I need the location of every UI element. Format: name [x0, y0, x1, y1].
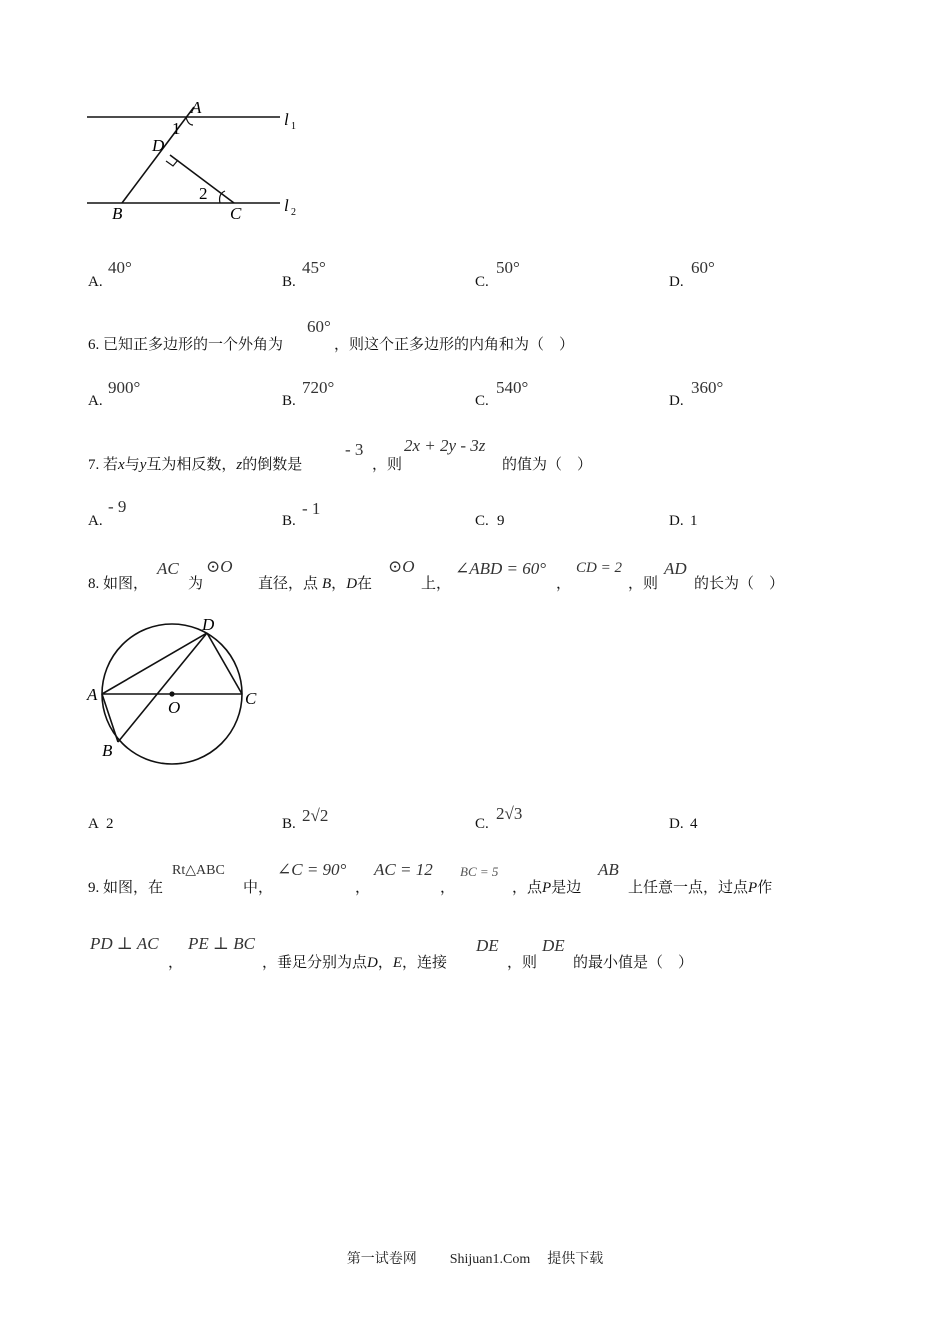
chord-ab — [102, 694, 118, 742]
footer-site-cn: 第一试卷网 — [346, 1252, 417, 1267]
q7-text-3: 互为相反数， — [146, 457, 237, 473]
q5-option-b-value: 45° — [302, 258, 326, 277]
label-l2: l — [284, 196, 289, 215]
q7-option-c-value: 9 — [497, 513, 505, 529]
q9-comma-4: ， — [377, 955, 393, 971]
q8-text-5: 上， — [421, 576, 452, 592]
q8-point-d: D — [346, 576, 358, 592]
q9-rt-abc: Rt△ABC — [172, 863, 225, 878]
figure-parallel-lines — [80, 95, 310, 230]
q7-option-b-label: B. — [282, 513, 296, 529]
q7-expression: 2x + 2y - 3z — [404, 436, 486, 455]
label-C: C — [230, 204, 242, 223]
q5-option-a-label: A. — [88, 274, 103, 290]
q9-text-4: 是边 — [551, 880, 582, 896]
label-A: A — [191, 98, 202, 117]
q7-var-x: x — [118, 457, 125, 473]
q9-text-6: 作 — [757, 880, 773, 896]
chord-bd — [118, 633, 207, 742]
q7-text-5: ，则 — [372, 457, 403, 473]
angle1-arc — [186, 117, 193, 125]
q9-text-8: ，连接 — [402, 955, 448, 971]
q7-var-y: y — [139, 457, 147, 473]
q5-option-a-value: 40° — [108, 258, 132, 277]
chord-dc — [207, 633, 242, 694]
label-l1-sub: 1 — [291, 121, 296, 132]
q9-comma-3: ， — [168, 955, 184, 971]
q5-option-c-value: 50° — [496, 258, 520, 277]
q9-de-2: DE — [542, 936, 565, 955]
q9-point-d: D — [367, 955, 378, 971]
q9-text-7a: ，垂足分别为点 — [262, 955, 368, 971]
q6-option-d-label: D. — [669, 393, 684, 409]
q9-text-3a: ，点 — [512, 880, 543, 896]
q9-text-5 — [628, 876, 772, 897]
q8-circle-o: ⊙O — [206, 557, 233, 576]
label-angle2: 2 — [199, 184, 208, 203]
q7-text-4: 的倒数是 — [242, 457, 303, 473]
q6-text-suffix: ，则这个正多边形的内角和为（ ） — [334, 337, 575, 353]
figure-circle — [80, 610, 280, 775]
label-A: A — [87, 685, 98, 704]
q8-text-2: 为 — [188, 576, 204, 592]
q8-comma-1: ， — [331, 576, 347, 592]
q9-point-p-2: P — [748, 880, 758, 896]
label-D: D — [152, 136, 165, 155]
q9-angle-c: ∠C = 90° — [277, 860, 347, 879]
q8-option-b-label: B. — [282, 816, 296, 832]
q9-point-e: E — [392, 955, 403, 971]
q9-ab: AB — [598, 860, 619, 879]
q9-ac: AC = 12 — [374, 860, 433, 879]
q8-circle-o-2: ⊙O — [388, 557, 415, 576]
q8-option-a-label: A — [88, 816, 99, 832]
q9-de: DE — [476, 936, 499, 955]
label-l1: l — [284, 110, 289, 129]
center-dot — [169, 691, 174, 696]
q6-option-c-label: C. — [475, 393, 489, 409]
q7-option-d-label: D. — [669, 513, 684, 529]
q9-text-7 — [262, 951, 447, 972]
q7-option-b-value: - 1 — [302, 499, 321, 518]
q5-option-d-label: D. — [669, 274, 684, 290]
q6-angle: 60° — [307, 317, 331, 336]
q9-text-10: 的最小值是（ ） — [573, 955, 694, 971]
q9-pe-perp-bc: PE ⊥ BC — [188, 934, 255, 953]
q9-comma-1: ， — [355, 880, 371, 896]
label-l2-sub: 2 — [291, 207, 296, 218]
label-C: C — [245, 689, 257, 708]
q7-option-a-label: A. — [88, 513, 103, 529]
q8-text-7: 的长为（ ） — [694, 576, 785, 592]
q6-option-a-value: 900° — [108, 378, 141, 397]
q6-option-c-value: 540° — [496, 378, 529, 397]
q7-var-z: z — [236, 457, 243, 473]
q8-text-3: 直径，点 — [258, 576, 319, 592]
q6-option-b-value: 720° — [302, 378, 335, 397]
footer-download: 提供下载 — [547, 1252, 604, 1267]
q9-point-p: P — [542, 880, 552, 896]
q9-text-5a: 上任意一点，过点 — [628, 880, 749, 896]
q8-option-b-value: 2√2 — [302, 806, 329, 825]
q9-text-1: 9. 如图，在 — [88, 880, 164, 896]
q8-text-6: ，则 — [628, 576, 659, 592]
q8-point-b: B — [322, 576, 332, 592]
q8-text-4: 在 — [357, 576, 373, 592]
q9-text-3 — [512, 876, 581, 897]
q6-option-d-value: 360° — [691, 378, 724, 397]
q8-ac: AC — [157, 559, 179, 578]
label-B: B — [102, 741, 113, 760]
q8-option-c-label: C. — [475, 816, 489, 832]
q9-pd-perp-ac: PD ⊥ AC — [90, 934, 159, 953]
label-D: D — [202, 615, 215, 634]
q6-option-a-label: A. — [88, 393, 103, 409]
q7-option-a-value: - 9 — [108, 497, 127, 516]
q7-text-2: 与 — [124, 457, 140, 473]
line-ab — [122, 107, 194, 203]
q7-option-c-label: C. — [475, 513, 489, 529]
q7-stem — [88, 453, 302, 474]
q7-text-1: 7. 若 — [88, 457, 119, 473]
q8-points-bd — [322, 572, 372, 593]
q8-ad: AD — [664, 559, 687, 578]
q8-option-d-value: 4 — [690, 816, 698, 832]
q7-text-6: 的值为（ ） — [502, 457, 593, 473]
q8-option-a-value: 2 — [106, 816, 114, 832]
chord-ad — [102, 633, 207, 694]
q8-angle-abd: ∠ABD = 60° — [455, 559, 547, 578]
q9-comma-2: ， — [440, 880, 456, 896]
q8-option-c-value: 2√3 — [496, 804, 523, 823]
footer-site-en[interactable]: Shijuan1.Com — [449, 1252, 531, 1267]
q9-bc: BC = 5 — [460, 864, 499, 879]
q6-text-prefix: 6. 已知正多边形的一个外角为 — [88, 337, 284, 353]
page-footer — [0, 1248, 950, 1268]
q8-cd: CD = 2 — [576, 560, 622, 576]
q5-option-d-value: 60° — [691, 258, 715, 277]
q7-neg3: - 3 — [345, 440, 364, 459]
label-B: B — [112, 204, 123, 223]
right-angle-mark — [166, 160, 178, 166]
q9-text-9: ，则 — [507, 955, 538, 971]
label-O: O — [168, 698, 181, 717]
q5-option-c-label: C. — [475, 274, 489, 290]
q6-option-b-label: B. — [282, 393, 296, 409]
q5-option-b-label: B. — [282, 274, 296, 290]
q7-option-d-value: 1 — [690, 513, 698, 529]
label-angle1: 1 — [172, 119, 181, 138]
q8-comma-2: ， — [556, 576, 572, 592]
q9-text-2: 中， — [243, 880, 274, 896]
q8-text-1: 8. 如图， — [88, 576, 149, 592]
q8-option-d-label: D. — [669, 816, 684, 832]
